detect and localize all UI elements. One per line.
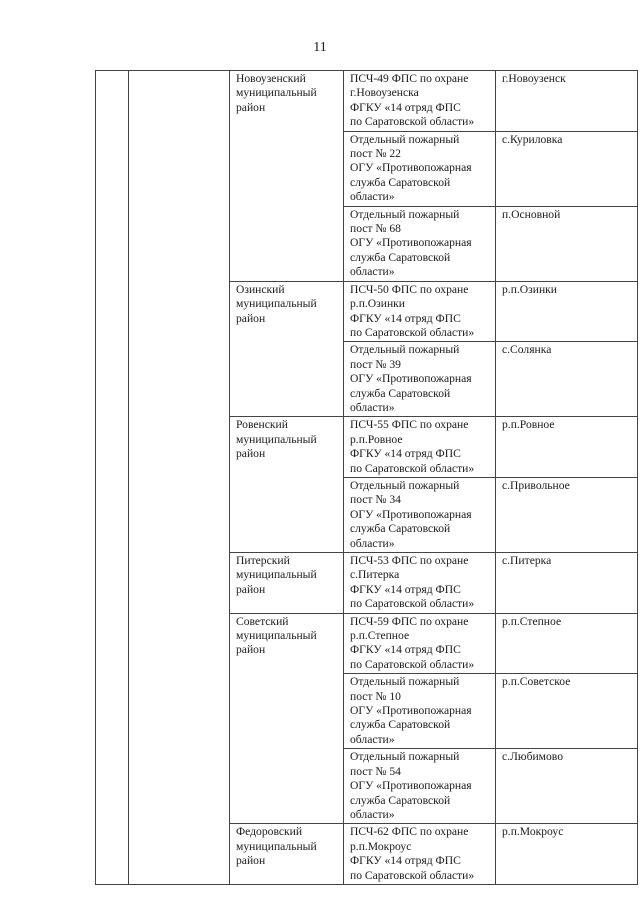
settlement: с.Любимово xyxy=(496,749,638,824)
settlement: р.п.Мокроус xyxy=(496,824,638,885)
district-name: Питерский муниципальный район xyxy=(230,553,344,614)
district-name: Ровенский муниципальный район xyxy=(230,417,344,553)
fire-unit: ПСЧ-50 ФПС по охране р.п.Озинки ФГКУ «14 отряд ФПС по Саратовской области» xyxy=(344,281,496,342)
fire-unit: ПСЧ-62 ФПС по охране р.п.Мокроус ФГКУ «14 отряд ФПС по Саратовской области» xyxy=(344,824,496,885)
table-body xyxy=(96,71,638,885)
fire-unit: ПСЧ-55 ФПС по охране р.п.Ровное ФГКУ «14 отряд ФПС по Саратовской области» xyxy=(344,417,496,478)
district-name: Озинский муниципальный район xyxy=(230,281,344,417)
blank-col-a xyxy=(96,71,129,885)
fire-unit: ПСЧ-49 ФПС по охране г.Новоузенска ФГКУ «14 отряд ФПС по Саратовской области» xyxy=(344,71,496,132)
settlement: р.п.Ровное xyxy=(496,417,638,478)
fire-unit: Отдельный пожарный пост № 54 ОГУ «Противопожарная служба Саратовской области» xyxy=(344,749,496,824)
fire-unit: Отдельный пожарный пост № 10 ОГУ «Противопожарная служба Саратовской области» xyxy=(344,674,496,749)
settlement: с.Питерка xyxy=(496,553,638,614)
fire-unit: Отдельный пожарный пост № 34 ОГУ «Противопожарная служба Саратовской области» xyxy=(344,477,496,552)
settlement: п.Основной xyxy=(496,206,638,281)
table-row xyxy=(96,71,638,132)
fire-unit: ПСЧ-59 ФПС по охране р.п.Степное ФГКУ «14 отряд ФПС по Саратовской области» xyxy=(344,613,496,674)
district-name: Новоузенский муниципальный район xyxy=(230,71,344,282)
fire-unit: Отдельный пожарный пост № 22 ОГУ «Противопожарная служба Саратовской области» xyxy=(344,131,496,206)
settlement: с.Привольное xyxy=(496,477,638,552)
fire-unit: Отдельный пожарный пост № 39 ОГУ «Противопожарная служба Саратовской области» xyxy=(344,342,496,417)
settlement: р.п.Степное xyxy=(496,613,638,674)
district-name: Советский муниципальный район xyxy=(230,613,344,824)
settlement: р.п.Советское xyxy=(496,674,638,749)
settlement: р.п.Озинки xyxy=(496,281,638,342)
district-name: Федоровский муниципальный район xyxy=(230,824,344,885)
blank-col-b xyxy=(129,71,230,885)
settlement: г.Новоузенск xyxy=(496,71,638,132)
fire-units-table xyxy=(95,70,638,885)
page-number: 11 xyxy=(313,40,327,55)
settlement: с.Куриловка xyxy=(496,131,638,206)
settlement: с.Солянка xyxy=(496,342,638,417)
fire-unit: Отдельный пожарный пост № 68 ОГУ «Противопожарная служба Саратовской области» xyxy=(344,206,496,281)
fire-unit: ПСЧ-53 ФПС по охране с.Питерка ФГКУ «14 отряд ФПС по Саратовской области» xyxy=(344,553,496,614)
